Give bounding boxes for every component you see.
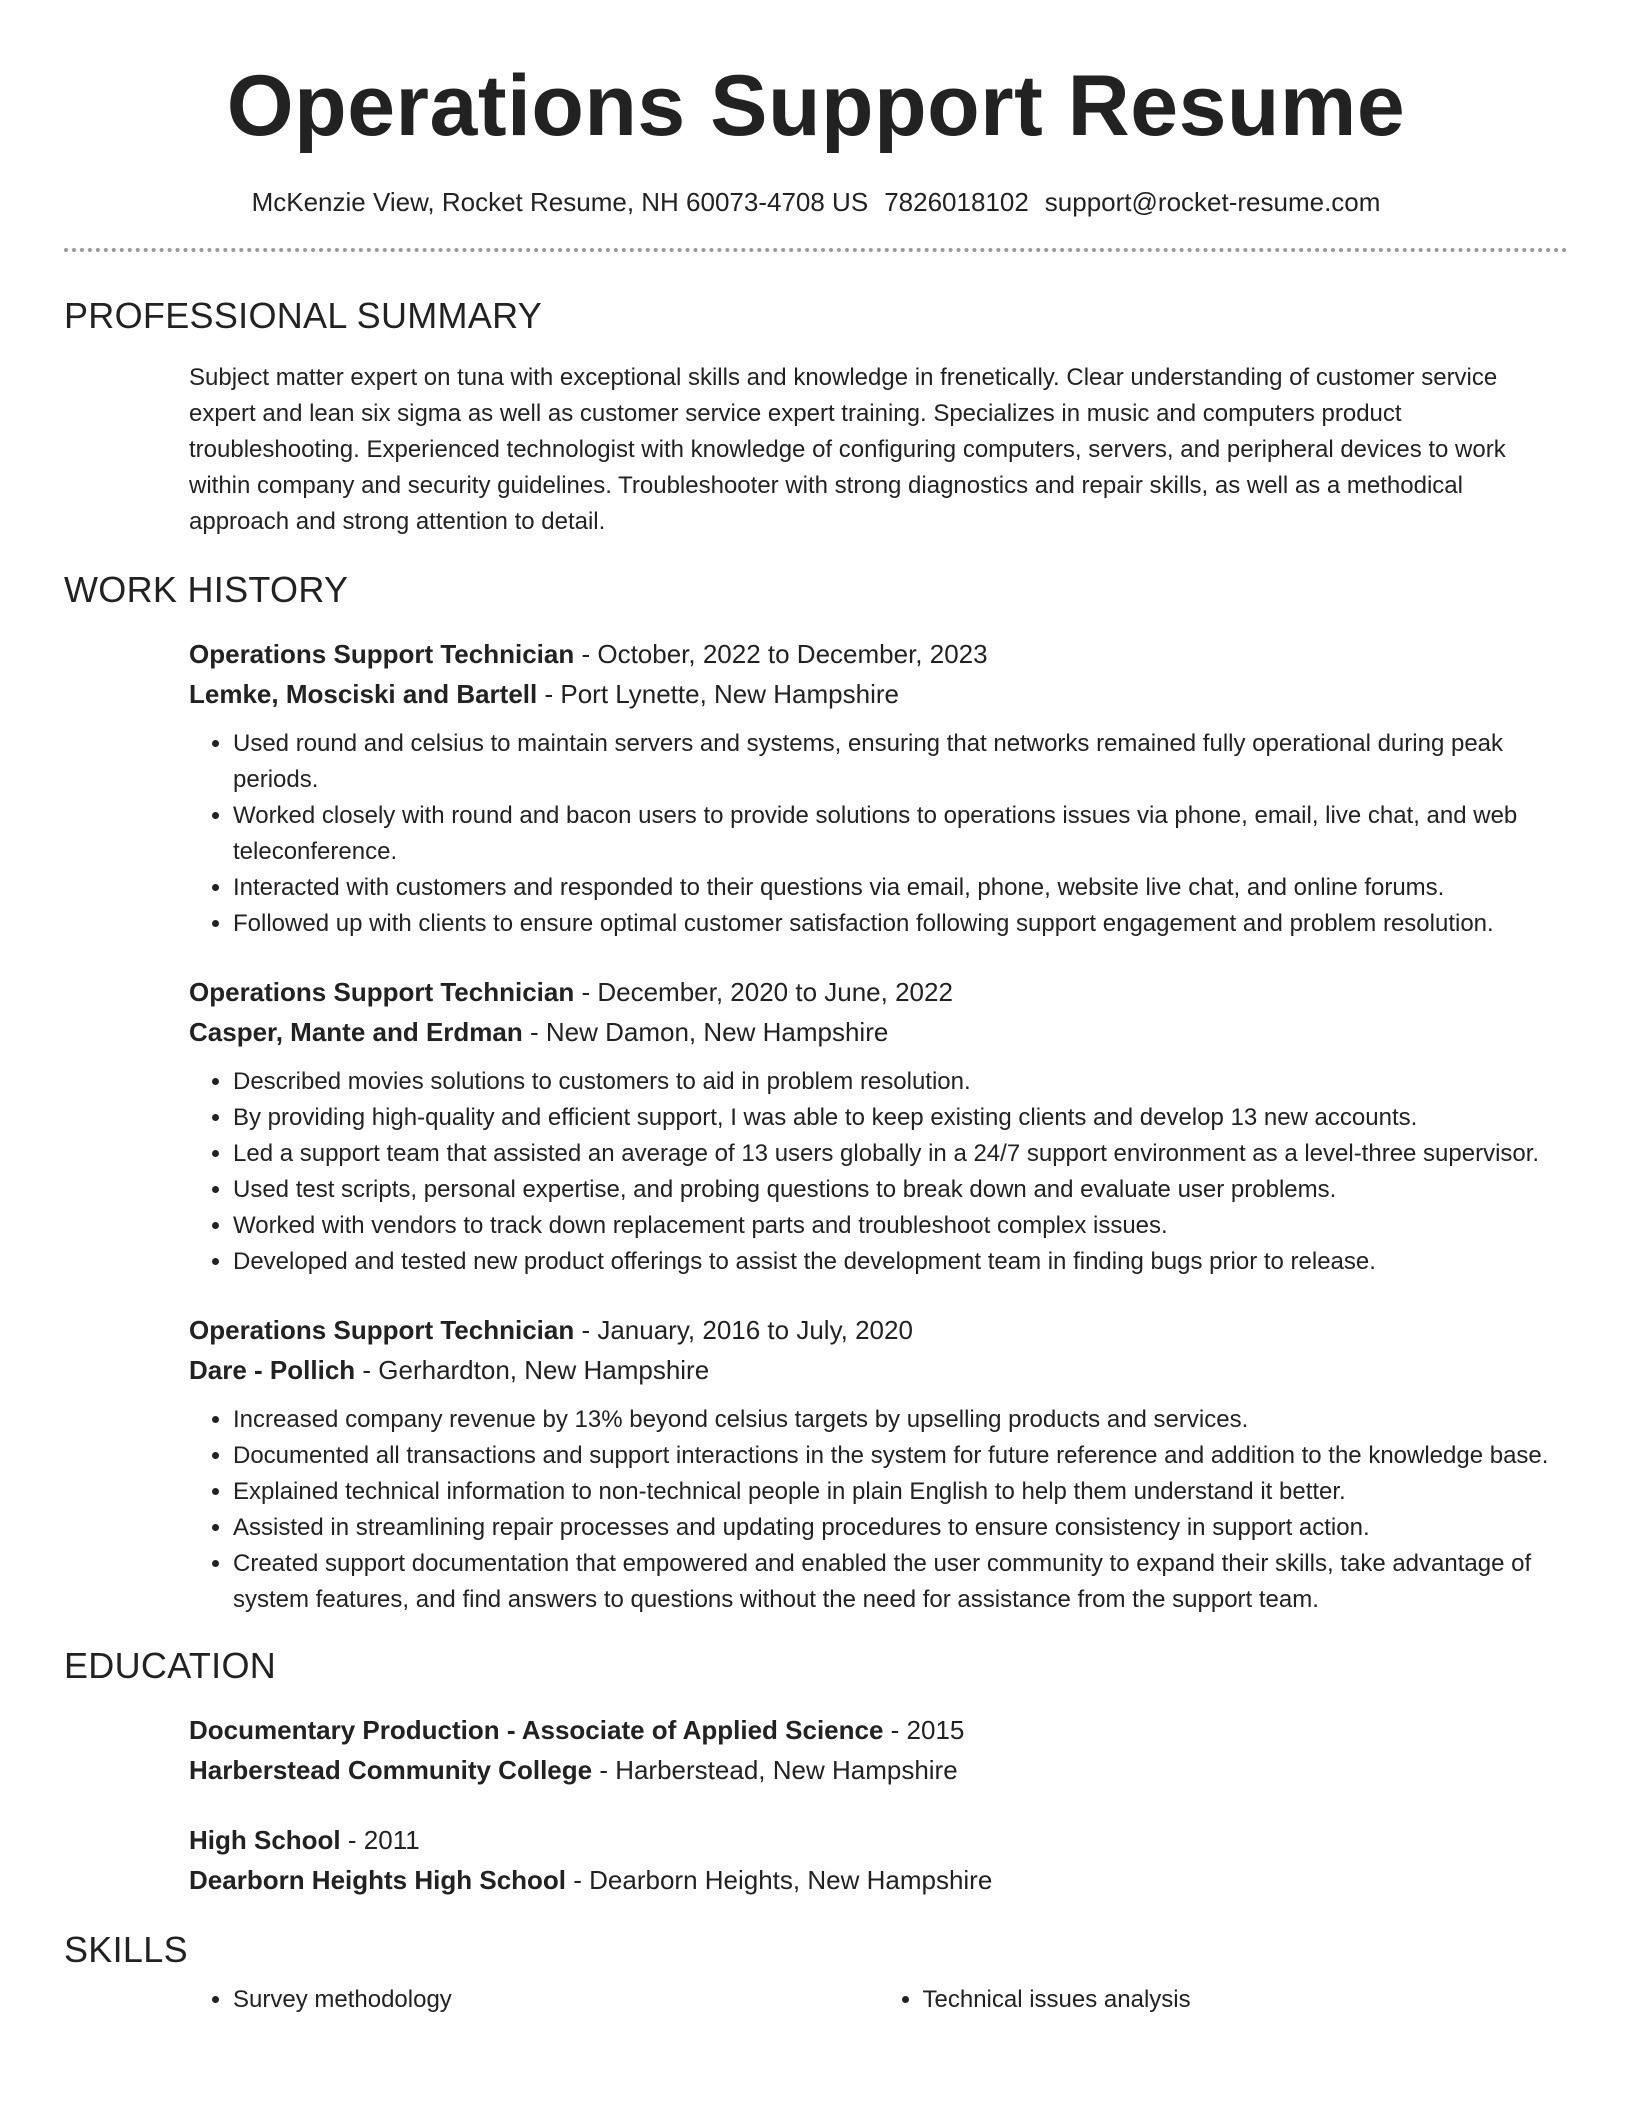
degree: High School — [189, 1825, 341, 1855]
job-role-line — [189, 972, 1568, 1012]
job-entry — [189, 634, 1568, 942]
school-line — [189, 1750, 1568, 1790]
work-history-heading: WORK HISTORY — [64, 569, 349, 610]
list-item: • Led a support team that assisted an average of 13 users globally in a 24/7 support environment as a level-three supervisor. — [233, 1136, 1568, 1172]
graduation-year: - 2011 — [340, 1825, 420, 1855]
list-item: • Used test scripts, personal expertise, and probing questions to break down and evaluate user problems. — [233, 1172, 1568, 1208]
job-location: - Port Lynette, New Hampshire — [537, 679, 899, 709]
list-item: • Created support documentation that empowered and enabled the user community to expand their skills, take advantage of system features, and find answers to questions without the need for assistance from the support team. — [233, 1546, 1568, 1618]
education-heading: EDUCATION — [64, 1645, 277, 1686]
job-role: Operations Support Technician — [189, 639, 575, 669]
education-entry — [189, 1820, 1568, 1900]
skills-list-right — [879, 1982, 1569, 2018]
education-entry — [189, 1710, 1568, 1790]
summary-text: Subject matter expert on tuna with exceptional skills and knowledge in frenetically. Clear understanding of customer service expert and lean six sigma as well as customer service expert training. Specializes in music and computers product troubleshooting. Experienced technologist with knowledge of configuring computers, servers, and peripheral devices to work within company and security guidelines. Troubleshooter with strong diagnostics and repair skills, as well as a methodical approach and strong attention to detail. — [189, 364, 1506, 535]
education-section — [189, 1710, 1568, 1900]
skill-item: • Survey methodology — [233, 1982, 879, 2018]
job-location: - Gerhardton, New Hampshire — [355, 1355, 710, 1385]
resume-header — [64, 0, 1568, 220]
list-item: • Followed up with clients to ensure optimal customer satisfaction following support engagement and problem resolution. — [233, 906, 1568, 942]
header-divider — [64, 248, 1568, 252]
phone: 7826018102 — [884, 187, 1029, 217]
contact-line — [64, 184, 1568, 220]
work-history-section — [189, 634, 1568, 1618]
job-entry — [189, 1310, 1568, 1618]
job-dates: - December, 2020 to June, 2022 — [574, 977, 953, 1007]
list-item: • Worked with vendors to track down replacement parts and troubleshoot complex issues. — [233, 1208, 1568, 1244]
job-location: - New Damon, New Hampshire — [522, 1017, 889, 1047]
job-company-line — [189, 674, 1568, 714]
list-item: • Explained technical information to non-technical people in plain English to help them understand it better. — [233, 1474, 1568, 1510]
graduation-year: - 2015 — [883, 1715, 965, 1745]
job-dates: - January, 2016 to July, 2020 — [574, 1315, 913, 1345]
school: Harberstead Community College — [189, 1755, 593, 1785]
job-entry — [189, 972, 1568, 1280]
school-location: - Dearborn Heights, New Hampshire — [566, 1865, 993, 1895]
job-role-line — [189, 1310, 1568, 1350]
resume-title: Operations Support Resume — [226, 58, 1406, 154]
list-item: • By providing high-quality and efficient support, I was able to keep existing clients and develop 13 new accounts. — [233, 1100, 1568, 1136]
school-location: - Harberstead, New Hampshire — [592, 1755, 958, 1785]
address: McKenzie View, Rocket Resume, NH 60073-4708 US — [251, 187, 869, 217]
list-item: • Documented all transactions and support interactions in the system for future reference and addition to the knowledge base. — [233, 1438, 1568, 1474]
skills-list-left — [189, 1982, 879, 2018]
job-bullets — [189, 1402, 1568, 1618]
skills-heading: SKILLS — [64, 1929, 188, 1970]
school: Dearborn Heights High School — [189, 1865, 567, 1895]
job-role-line — [189, 634, 1568, 674]
summary-heading: PROFESSIONAL SUMMARY — [64, 295, 543, 336]
school-line — [189, 1860, 1568, 1900]
skills-section — [189, 1982, 1568, 2018]
list-item: • Interacted with customers and responded to their questions via email, phone, website live chat, and online forums. — [233, 870, 1568, 906]
list-item: • Worked closely with round and bacon users to provide solutions to operations issues via phone, email, live chat, and web teleconference. — [233, 798, 1568, 870]
list-item: • Described movies solutions to customers to aid in problem resolution. — [233, 1064, 1568, 1100]
summary-section — [189, 360, 1568, 540]
list-item: • Developed and tested new product offerings to assist the development team in finding bugs prior to release. — [233, 1244, 1568, 1280]
list-item: • Assisted in streamlining repair processes and updating procedures to ensure consistency in support action. — [233, 1510, 1568, 1546]
job-company-line — [189, 1012, 1568, 1052]
degree-line — [189, 1710, 1568, 1750]
job-bullets — [189, 726, 1568, 942]
list-item: • Used round and celsius to maintain servers and systems, ensuring that networks remained fully operational during peak periods. — [233, 726, 1568, 798]
job-company: Lemke, Mosciski and Bartell — [189, 679, 538, 709]
job-role: Operations Support Technician — [189, 977, 575, 1007]
degree-line — [189, 1820, 1568, 1860]
list-item: • Increased company revenue by 13% beyond celsius targets by upselling products and services. — [233, 1402, 1568, 1438]
email: support@rocket-resume.com — [1044, 187, 1381, 217]
job-company: Dare - Pollich — [189, 1355, 356, 1385]
degree: Documentary Production - Associate of Applied Science — [189, 1715, 884, 1745]
job-company-line — [189, 1350, 1568, 1390]
skill-item: • Technical issues analysis — [923, 1982, 1569, 2018]
job-bullets — [189, 1064, 1568, 1280]
job-dates: - October, 2022 to December, 2023 — [574, 639, 988, 669]
job-company: Casper, Mante and Erdman — [189, 1017, 523, 1047]
job-role: Operations Support Technician — [189, 1315, 575, 1345]
